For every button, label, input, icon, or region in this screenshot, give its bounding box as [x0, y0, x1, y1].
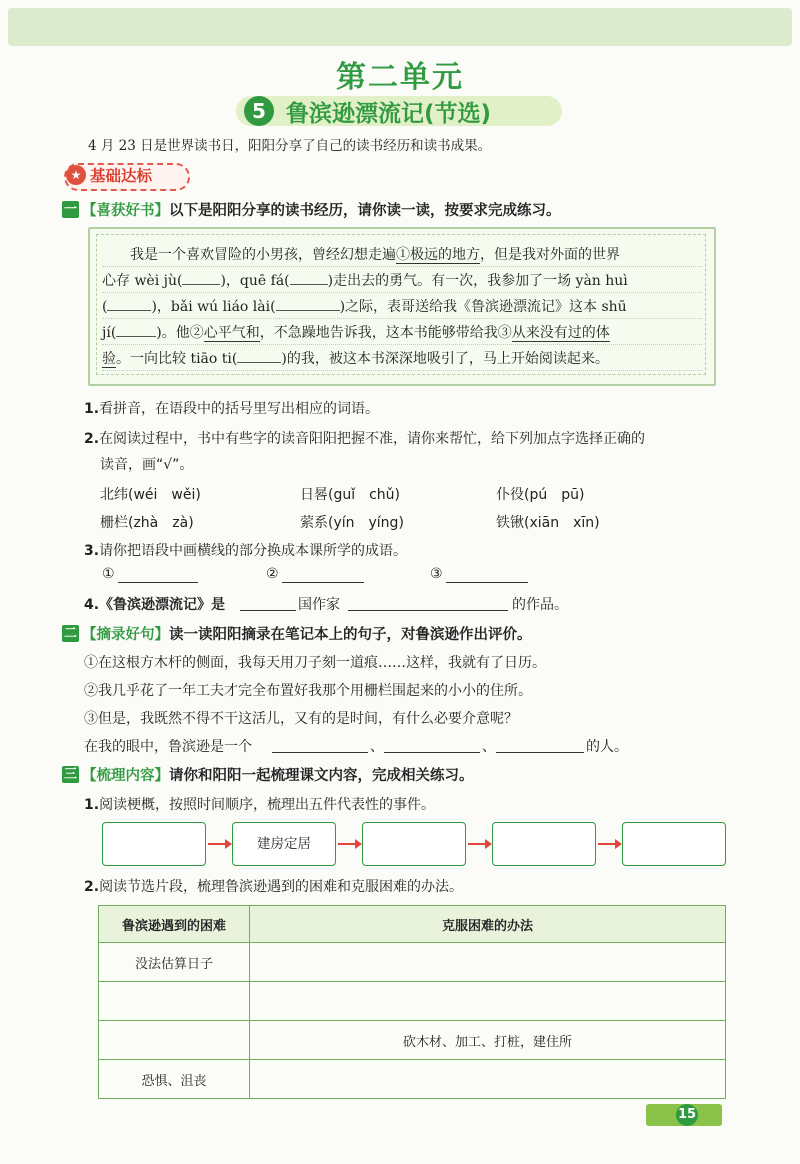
passage-text: )，quē fá( [220, 273, 290, 289]
table-row [99, 982, 726, 1021]
question-2-cont: 读音，画“√”。 [100, 457, 194, 473]
sentence-2: ②我几乎花了一年工夫才完全布置好我那个用栅栏围起来的小小的住所。 [84, 683, 532, 699]
table-header: 克服困难的办法 [250, 906, 726, 943]
header-band [8, 8, 792, 46]
evaluation-blank-2[interactable] [384, 752, 480, 753]
answer-blank[interactable] [290, 284, 328, 285]
table-cell: 恐惧、沮丧 [99, 1060, 250, 1099]
event-box-5[interactable] [622, 822, 726, 866]
underlined-phrase-1: ①极远的地方 [396, 247, 480, 263]
evaluation-sep: 、 [482, 739, 496, 755]
sentence-3: ③但是，我既然不得不干这活儿，又有的是时间，有什么必要介意呢？ [84, 711, 518, 727]
question-2 [84, 428, 645, 448]
question-number: 2. [84, 879, 100, 895]
question-3 [84, 540, 407, 560]
idiom-blank-2[interactable] [282, 582, 364, 583]
question-text: 阅读梗概，按照时间顺序，梳理出五件代表性的事件。 [99, 797, 436, 813]
section1-number: 一 [63, 202, 77, 217]
underlined-phrase-3: 从来没有过的体 [511, 325, 610, 341]
sentence-1: ①在这根方木杆的侧面，我每天用刀子刻一道痕……这样，我就有了日历。 [84, 655, 546, 671]
pinyin-item-5[interactable]: 萦系(yín yíng) [300, 515, 404, 531]
table-header: 鲁滨逊遇到的困难 [99, 906, 250, 943]
country-blank[interactable] [240, 610, 296, 611]
passage-line-3 [102, 296, 702, 319]
evaluation-sep: 、 [370, 739, 384, 755]
arrow-right-icon [468, 843, 490, 845]
answer-blank[interactable] [182, 284, 220, 285]
table-cell[interactable] [250, 943, 726, 982]
question-number: 1. [84, 401, 100, 417]
section3-number: 三 [63, 767, 77, 782]
passage-text: )之际，表哥送给我《鲁滨逊漂流记》这本 shū [339, 299, 627, 315]
table-row [99, 1021, 726, 1060]
question-4a: 4.《鲁滨逊漂流记》是 [84, 597, 226, 613]
idiom-marker-1: ① [102, 566, 115, 582]
section3-heading [82, 764, 474, 785]
section2-number: 二 [63, 626, 77, 641]
passage-text: )走出去的勇气。有一次，我参加了一场 yàn huì [327, 273, 628, 289]
answer-blank[interactable] [107, 310, 151, 311]
table-cell: 没法估算日子 [99, 943, 250, 982]
table-cell: 砍木材、加工、打桩，建住所 [250, 1021, 726, 1060]
table-cell[interactable] [250, 1060, 726, 1099]
section2-tag: 【摘录好句】 [82, 627, 169, 643]
passage-text: 我是一个喜欢冒险的小男孩，曾经幻想走遍 [130, 247, 396, 263]
section1-tag: 【喜获好书】 [82, 203, 169, 219]
answer-blank[interactable] [276, 310, 340, 311]
event-box-3[interactable] [362, 822, 466, 866]
arrow-right-icon [338, 843, 360, 845]
passage-text: )的我，被这本书深深地吸引了，马上开始阅读起来。 [281, 351, 609, 367]
question-number: 1. [84, 797, 100, 813]
question-4b: 国作家 [298, 597, 340, 613]
passage-text: )。他② [156, 325, 204, 341]
section2-instruction: 读一读阳阳摘录在笔记本上的句子，对鲁滨逊作出评价。 [169, 627, 532, 643]
answer-blank[interactable] [237, 362, 281, 363]
table-row [99, 1060, 726, 1099]
passage-line-4 [102, 322, 702, 345]
underlined-phrase-3b: 验 [102, 351, 116, 367]
page-number: 15 [676, 1104, 698, 1126]
evaluation-suffix: 的人。 [586, 739, 628, 755]
event-box-1[interactable] [102, 822, 206, 866]
passage-text: ，不急躁地告诉我，这本书能够带给我③ [259, 325, 512, 341]
pinyin-item-2[interactable]: 日晷(guǐ chǔ) [300, 487, 401, 503]
question-number: 3. [84, 543, 100, 559]
question-1 [84, 398, 379, 418]
event-box-2: 建房定居 [232, 822, 336, 866]
section3-tag: 【梳理内容】 [82, 768, 169, 784]
table-row [99, 943, 726, 982]
intro-text: 4 月 23 日是世界读书日，阳阳分享了自己的读书经历和读书成果。 [88, 138, 492, 154]
question-text: 请你把语段中画横线的部分换成本课所学的成语。 [99, 543, 408, 559]
star-icon: ★ [66, 165, 86, 185]
arrow-right-icon [598, 843, 620, 845]
question-text: 阅读节选片段，梳理鲁滨逊遇到的困难和克服困难的办法。 [99, 879, 464, 895]
passage-line-5 [102, 348, 702, 371]
pinyin-item-1[interactable]: 北纬(wéi wěi) [100, 487, 201, 503]
passage-text: ( [102, 299, 108, 315]
badge-label: 基础达标 [90, 167, 153, 185]
question-number: 2. [84, 431, 100, 447]
idiom-blank-3[interactable] [446, 582, 528, 583]
passage-line-2 [102, 270, 702, 293]
underlined-phrase-2: 心平气和 [203, 325, 260, 341]
evaluation-blank-1[interactable] [272, 752, 368, 753]
table-cell[interactable] [99, 982, 250, 1021]
table-cell[interactable] [99, 1021, 250, 1060]
table-header-row [99, 906, 726, 943]
section2-heading [82, 623, 532, 644]
evaluation-blank-3[interactable] [496, 752, 584, 753]
question-text: 看拼音，在语段中的括号里写出相应的词语。 [99, 401, 380, 417]
section3-instruction: 请你和阳阳一起梳理课文内容，完成相关练习。 [169, 768, 474, 784]
author-blank[interactable] [348, 610, 508, 611]
idiom-blank-1[interactable] [118, 582, 198, 583]
passage-text: 。一向比较 tiāo ti( [116, 351, 238, 367]
passage-text: )，bǎi wú liáo lài( [151, 299, 276, 315]
idiom-marker-3: ③ [430, 566, 443, 582]
pinyin-item-6[interactable]: 铁锹(xiān xīn) [496, 515, 600, 531]
section1-instruction: 以下是阳阳分享的读书经历，请你读一读，按要求完成练习。 [169, 203, 561, 219]
question-4c: 的作品。 [512, 597, 568, 613]
section3-question-2 [84, 876, 463, 896]
lesson-title: 鲁滨逊漂流记(节选) [286, 101, 492, 127]
unit-title: 第二单元 [336, 60, 464, 95]
section3-question-1 [84, 794, 435, 814]
difficulty-table [98, 905, 726, 1099]
evaluation-prefix: 在我的眼中，鲁滨逊是一个 [84, 739, 252, 755]
pinyin-item-3[interactable]: 仆役(pú pū) [496, 487, 585, 503]
lesson-number: 5 [244, 96, 274, 126]
question-text: 在阅读过程中，书中有些字的读音阳阳把握不准，请你来帮忙，给下列加点字选择正确的 [99, 431, 646, 447]
passage-line-1 [102, 244, 702, 267]
pinyin-item-4[interactable]: 栅栏(zhà zà) [100, 515, 194, 531]
arrow-right-icon [208, 843, 230, 845]
answer-blank[interactable] [116, 336, 156, 337]
idiom-marker-2: ② [266, 566, 279, 582]
passage-text: 心存 wèi jù( [102, 273, 183, 289]
event-box-4[interactable] [492, 822, 596, 866]
passage-text: jí( [102, 325, 117, 341]
section1-heading [82, 199, 561, 220]
passage-text: ，但是我对外面的世界 [480, 247, 620, 263]
table-cell[interactable] [250, 982, 726, 1021]
